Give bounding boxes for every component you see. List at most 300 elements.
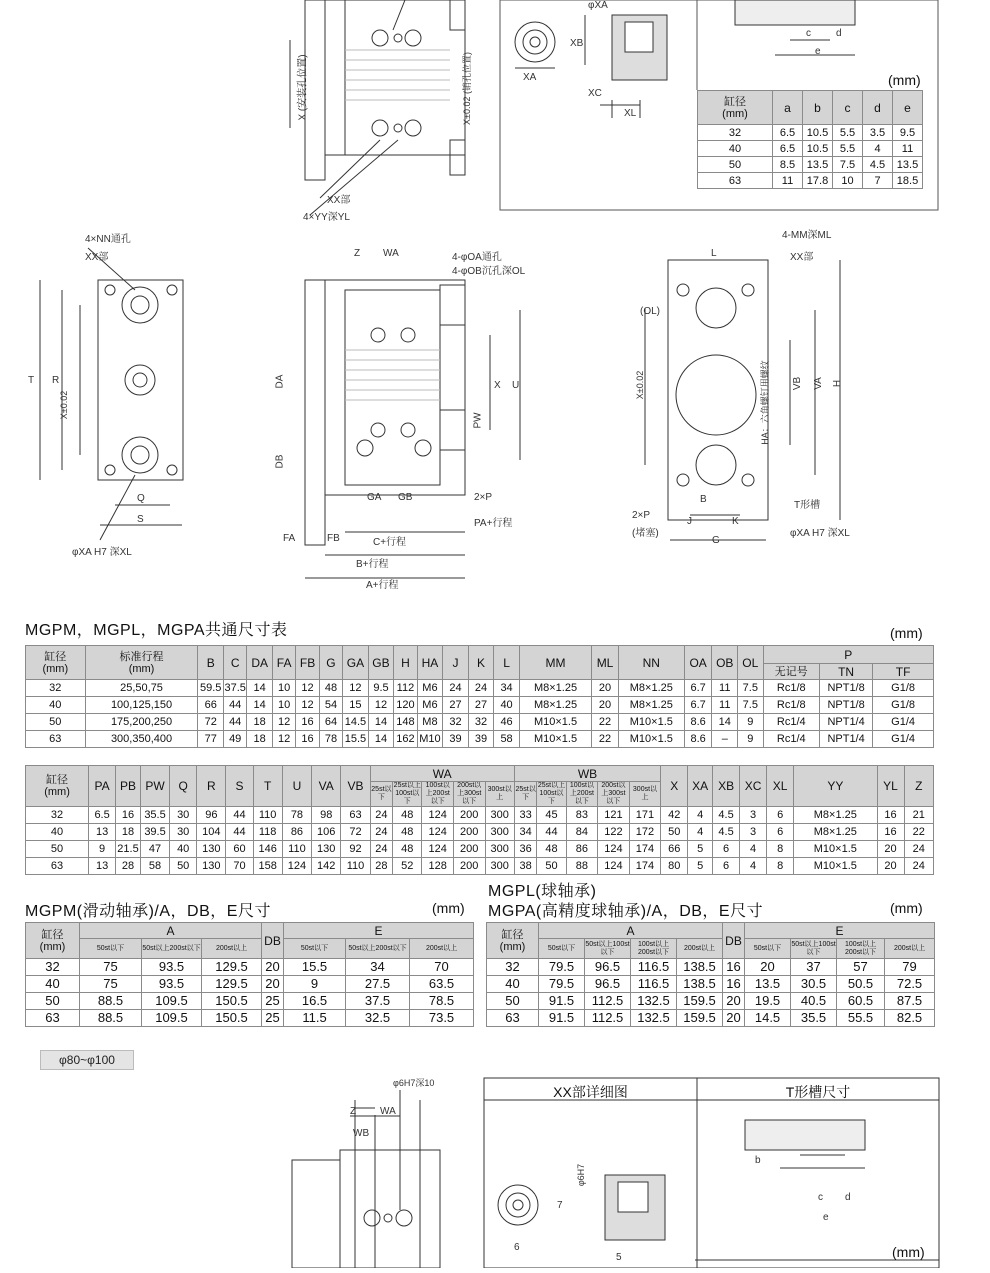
value-cell: 24 (370, 841, 393, 858)
value-cell: 88.5 (80, 993, 142, 1010)
c-dim-label: c (818, 1192, 823, 1203)
value-cell: 124 (598, 858, 630, 875)
ha-label: HA：六角螺钉用螺纹 (759, 360, 770, 445)
value-cell: 60 (226, 841, 253, 858)
table-row (487, 976, 935, 993)
value-cell: 59.5 (198, 680, 224, 697)
value-cell: G1/4 (873, 714, 934, 731)
value-cell: 124 (282, 858, 311, 875)
value-cell: 116.5 (631, 959, 677, 976)
abcde-table (697, 90, 923, 189)
value-cell: 52 (393, 858, 422, 875)
e-label: e (815, 46, 821, 57)
value-cell: 4 (740, 858, 767, 875)
value-cell: 13.5 (745, 976, 791, 993)
value-cell: 150.5 (202, 1010, 262, 1027)
value-cell: 44 (537, 824, 566, 841)
value-cell: M10×1.5 (519, 731, 591, 748)
value-cell: 66 (661, 841, 688, 858)
value-cell: 88.5 (80, 1010, 142, 1027)
value-cell: 72 (341, 824, 370, 841)
value-cell: 27.5 (346, 976, 410, 993)
common-table-unit: (mm) (890, 625, 923, 641)
value-cell: 46 (494, 714, 520, 731)
th-b: b (803, 91, 833, 125)
value-cell: 174 (629, 858, 661, 875)
value-cell: 14 (712, 714, 738, 731)
value-cell: 300 (485, 841, 514, 858)
q-label: Q (137, 493, 145, 504)
value-cell: 91.5 (539, 1010, 585, 1027)
value-cell: 22 (592, 731, 619, 748)
plug-label: (堵塞) (632, 528, 659, 539)
value-cell: NPT1/4 (819, 714, 872, 731)
value-cell: 6 (713, 858, 740, 875)
th-c: c (833, 91, 863, 125)
value-cell: 25 (262, 993, 284, 1010)
bore-cell: 50 (26, 841, 89, 858)
value-cell: Rc1/8 (763, 697, 819, 714)
xc-label: XC (588, 88, 602, 99)
value-cell: 171 (629, 807, 661, 824)
value-cell: 27 (468, 697, 494, 714)
common2-body (26, 807, 934, 875)
value-cell: 44 (226, 824, 253, 841)
fa-label: FA (283, 533, 296, 544)
value-cell: 66 (198, 697, 224, 714)
value-cell: 8 (767, 841, 794, 858)
value-cell: 32 (468, 714, 494, 731)
table-row: 32 6.5 10.5 5.5 3.5 9.5 (698, 125, 923, 141)
six-label: 6 (514, 1242, 520, 1253)
value-cell: 47 (140, 841, 169, 858)
b-label: B (700, 494, 707, 505)
value-cell: 32 (443, 714, 469, 731)
da-label: DA (274, 374, 286, 389)
value-cell: 6 (767, 807, 794, 824)
value-cell: 37 (791, 959, 837, 976)
value-cell: 24 (904, 858, 933, 875)
phi6-hole-label: φ6H7深10 (393, 1078, 435, 1088)
bottom-unit: (mm) (892, 1244, 925, 1260)
value-cell: 86 (282, 824, 311, 841)
value-cell: M8×1.25 (519, 697, 591, 714)
value-cell: 39 (443, 731, 469, 748)
value-cell: 79 (885, 959, 935, 976)
value-cell: 40 (170, 841, 197, 858)
value-cell: 175,200,250 (85, 714, 198, 731)
va-label: VA (812, 377, 824, 390)
value-cell: 16 (296, 714, 319, 731)
value-cell: 5 (688, 841, 713, 858)
table-row (26, 959, 474, 976)
c-stroke-label: C+行程 (373, 537, 407, 548)
value-cell: 159.5 (677, 993, 723, 1010)
value-cell: 148 (394, 714, 417, 731)
bore-cell: 50 (26, 714, 86, 731)
value-cell: 30.5 (791, 976, 837, 993)
value-cell: 6 (713, 841, 740, 858)
x002-label: X±0.02 (59, 390, 70, 420)
value-cell: 15.5 (284, 959, 346, 976)
value-cell: 172 (629, 824, 661, 841)
value-cell: 83 (566, 807, 598, 824)
value-cell: 6.5 (89, 807, 116, 824)
value-cell: 93.5 (142, 976, 202, 993)
th-a: a (773, 91, 803, 125)
common-table-1: 缸径 (mm) 标准行程 (mm) B C DA FA FB G GA GB H HA J K L MM ML NN OA OB OL P 无记号 TN TF 32 25,50,75 59.5 37.5 14 10 12 48 12 9.5 112 M6 24 24 34 M8×1.25 20 M8×1.25 6.7 11 7.5 Rc1/8 NPT1/8 G1/8 40 100,125,150 66 44 14 10 12 54 15 12 120 M6 27 27 40 M8×1.25 20 M8×1.25 6.7 11 7.5 Rc1/8 NPT1/8 G1/8 50 175,200,250 72 44 18 12 16 64 14.5 14 148 M8 32 32 46 M10×1.5 22 M10×1.5 8.6 14 9 Rc1/4 NPT1/4 G1/4 63 300,350,400 77 49 18 12 16 78 15.5 14 162 M10 39 39 58 M10×1.5 22 M10×1.5 8.6 – 9 Rc1/4 NPT1/4 G1/4 (25, 645, 934, 748)
value-cell: NPT1/4 (819, 731, 872, 748)
value-cell: 130 (197, 841, 226, 858)
value-cell: 9 (284, 976, 346, 993)
value-cell: 28 (370, 858, 393, 875)
value-cell: 130 (312, 841, 341, 858)
bore-cell: 32 (487, 959, 539, 976)
value-cell: M10×1.5 (618, 714, 684, 731)
value-cell: 300 (485, 858, 514, 875)
value-cell: 138.5 (677, 959, 723, 976)
value-cell: 88 (566, 858, 598, 875)
value-cell: 12 (296, 680, 319, 697)
value-cell: 150.5 (202, 993, 262, 1010)
value-cell: – (712, 731, 738, 748)
table-row (26, 841, 934, 858)
pa-label: PA+行程 (474, 518, 513, 529)
value-cell: 16 (296, 731, 319, 748)
value-cell: NPT1/8 (819, 697, 872, 714)
value-cell: M8×1.25 (794, 824, 877, 841)
th-bore: 缸径 (mm) (698, 91, 773, 125)
value-cell: M10×1.5 (794, 841, 877, 858)
value-cell: 8.6 (684, 731, 712, 748)
value-cell: 15 (343, 697, 369, 714)
value-cell: 22 (904, 824, 933, 841)
value-cell: 27 (443, 697, 469, 714)
mgpm-table: 缸径 (mm) A DB E 50st以下 50st以上200st以下 200st以上 50st以下 50st以上200st以下 200st以上 32 75 93.5 129.5 20 15.5 34 70 40 75 93.5 129.5 20 9 27.5 63.5 50 88.5 109.5 150.5 25 16.5 37.5 78.5 63 88.5 109.5 150.5 25 11.5 32.5 73.5 (25, 922, 474, 1027)
table-row (26, 1010, 474, 1027)
value-cell: 6 (767, 824, 794, 841)
value-cell: 45 (537, 807, 566, 824)
value-cell: 104 (197, 824, 226, 841)
value-cell: 4 (688, 824, 713, 841)
value-cell: M8×1.25 (519, 680, 591, 697)
z-label: Z (354, 248, 361, 259)
value-cell: 13 (89, 858, 116, 875)
value-cell: 162 (394, 731, 417, 748)
table-row (487, 959, 935, 976)
mgpl-body (487, 959, 935, 1027)
value-cell: 58 (140, 858, 169, 875)
mgpm-body (26, 959, 474, 1027)
value-cell: 82.5 (885, 1010, 935, 1027)
a-stroke-label: A+行程 (366, 580, 399, 591)
value-cell: 124 (422, 824, 454, 841)
value-cell: 159.5 (677, 1010, 723, 1027)
bore-cell: 40 (26, 697, 86, 714)
value-cell: 91.5 (539, 993, 585, 1010)
value-cell: 112 (394, 680, 417, 697)
bore-cell: 40 (26, 824, 89, 841)
value-cell: 124 (422, 807, 454, 824)
value-cell: 200 (453, 807, 485, 824)
value-cell: 50.5 (837, 976, 885, 993)
table-row (487, 1010, 935, 1027)
mgpm-title: MGPM(滑动轴承)/A，DB，E尺寸 (25, 903, 271, 920)
value-cell: 40 (494, 697, 520, 714)
value-cell: 12 (368, 697, 394, 714)
value-cell: 24 (443, 680, 469, 697)
pw-label: PW (472, 412, 484, 429)
value-cell: 16 (877, 807, 904, 824)
mid-drawing-area (0, 220, 990, 600)
value-cell: M8×1.25 (618, 697, 684, 714)
value-cell: 92 (341, 841, 370, 858)
value-cell: 129.5 (202, 976, 262, 993)
value-cell: 96.5 (585, 959, 631, 976)
value-cell: 28 (116, 858, 141, 875)
value-cell: 112.5 (585, 1010, 631, 1027)
value-cell: 50 (661, 824, 688, 841)
value-cell: 50 (170, 858, 197, 875)
value-cell: 60.5 (837, 993, 885, 1010)
mgpl-table: 缸径 (mm) A DB E 50st以下 50st以上100st以下 100st以上200st以下 200st以上 50st以下 50st以上100st以下 100st以上200st以下 200st以上 32 79.5 96.5 116.5 138.5 16 20 37 57 79 40 79.5 96.5 116.5 138.5 16 13.5 30.5 50.5 72.5 50 91.5 112.5 132.5 159.5 20 19.5 40.5 60.5 87.5 63 91.5 112.5 132.5 159.5 20 14.5 35.5 55.5 82.5 (486, 922, 935, 1027)
value-cell: 42 (661, 807, 688, 824)
xx-part-label: XX部 (327, 195, 351, 206)
yy-depth-label: 4×YY深YL (303, 212, 350, 223)
value-cell: 72 (198, 714, 224, 731)
table-row (26, 824, 934, 841)
bore-cell: 63 (487, 1010, 539, 1027)
value-cell: 22 (592, 714, 619, 731)
mm-label: 4-MM深ML (782, 230, 832, 241)
value-cell: 13 (89, 824, 116, 841)
bottom-wb-label: WB (353, 1128, 370, 1139)
u-label: U (512, 380, 520, 391)
value-cell: 38 (514, 858, 537, 875)
value-cell: 20 (592, 697, 619, 714)
xa2-label: φXA H7 深XL (790, 528, 850, 539)
value-cell: 112.5 (585, 993, 631, 1010)
value-cell: 14.5 (343, 714, 369, 731)
bottom-z-label: Z (350, 1106, 357, 1117)
table-row (26, 697, 934, 714)
k-label: K (732, 516, 739, 527)
th-bore: 缸径 (mm) (26, 923, 80, 959)
value-cell: 110 (253, 807, 282, 824)
value-cell: 138.5 (677, 976, 723, 993)
value-cell: 106 (312, 824, 341, 841)
bore-cell: 63 (26, 1010, 80, 1027)
value-cell: 24 (468, 680, 494, 697)
value-cell: 58 (494, 731, 520, 748)
value-cell: 72.5 (885, 976, 935, 993)
value-cell: 132.5 (631, 1010, 677, 1027)
value-cell: 120 (394, 697, 417, 714)
value-cell: 21.5 (116, 841, 141, 858)
table-row (26, 714, 934, 731)
value-cell: Rc1/8 (763, 680, 819, 697)
value-cell: 6.7 (684, 697, 712, 714)
th-bore: 缸径 (mm) (26, 766, 89, 807)
tslot-label: T形槽 (794, 500, 821, 511)
value-cell: 100,125,150 (85, 697, 198, 714)
s-label: S (137, 514, 144, 525)
xx-label: XX部 (85, 252, 109, 263)
common-table-title: MGPM，MGPL，MGPA共通尺寸表 (25, 622, 288, 639)
value-cell: 30 (170, 824, 197, 841)
value-cell: 70 (410, 959, 474, 976)
bore-cell: 50 (26, 993, 80, 1010)
value-cell: 70 (226, 858, 253, 875)
x-hole-pos-label: X (安装孔位置) (297, 54, 309, 121)
value-cell: M8 (417, 714, 443, 731)
value-cell: 110 (282, 841, 311, 858)
x-label: X (494, 380, 501, 391)
value-cell: 20 (745, 959, 791, 976)
value-cell: 34 (346, 959, 410, 976)
value-cell: 48 (393, 824, 422, 841)
value-cell: 14 (247, 697, 273, 714)
value-cell: NPT1/8 (819, 680, 872, 697)
e-dim-label: e (823, 1212, 829, 1223)
value-cell: 63 (341, 807, 370, 824)
value-cell: 24 (370, 807, 393, 824)
phi6-label: φ6H7 (576, 1163, 587, 1187)
value-cell: M10×1.5 (794, 858, 877, 875)
th-e: e (893, 91, 923, 125)
value-cell: 158 (253, 858, 282, 875)
table-row (487, 993, 935, 1010)
value-cell: 3 (740, 807, 767, 824)
th-wb: WB (514, 766, 660, 782)
value-cell: 75 (80, 959, 142, 976)
value-cell: 48 (393, 807, 422, 824)
value-cell: 98 (312, 807, 341, 824)
value-cell: 30 (170, 807, 197, 824)
p2b-label: 2×P (632, 510, 651, 521)
value-cell: 39 (468, 731, 494, 748)
value-cell: M6 (417, 697, 443, 714)
value-cell: 124 (598, 841, 630, 858)
value-cell: 48 (319, 680, 342, 697)
bore-cell: 40 (26, 976, 80, 993)
th-wa: WA (370, 766, 514, 782)
value-cell: 80 (661, 858, 688, 875)
mgpl-title-2: MGPA(高精度球轴承)/A，DB，E尺寸 (488, 903, 764, 920)
value-cell: 14 (368, 731, 394, 748)
bottom-drawing-area (0, 1070, 990, 1268)
xa-label: XA (523, 72, 537, 83)
value-cell: 200 (453, 858, 485, 875)
value-cell: 14 (368, 714, 394, 731)
value-cell: 20 (877, 858, 904, 875)
small-table-unit: (mm) (888, 72, 921, 88)
common1-body (26, 680, 934, 748)
value-cell: M6 (417, 680, 443, 697)
common-table-2: 缸径 (mm) PA PB PW Q R S T U VA VB WA WB X XA XB XC XL YY YL Z 25st以下 25st以上100st以下 100st以上200st以下 200st以上300st以下 300st以上 25st以下 25st以上100st以下 100st以上200st以下 200st以上300st以下 300st以上 32 6.5 16 35.5 30 96 44 110 78 98 63 24 48 124 200 300 33 45 83 121 171 42 4 4.5 3 6 M8×1.25 16 21 40 13 18 39.5 30 104 44 118 86 106 72 24 48 124 200 300 34 44 84 122 172 50 4 4.5 3 6 M8×1.25 16 22 50 9 21.5 47 40 130 60 146 110 130 92 24 48 124 200 300 36 48 86 124 174 66 5 6 4 8 M10×1.5 20 24 63 13 28 58 50 130 70 158 124 142 110 28 52 128 200 300 38 50 88 124 174 80 5 6 4 8 M10×1.5 20 24 (25, 765, 934, 875)
value-cell: 124 (422, 841, 454, 858)
mgpl-title-1: MGPL(球轴承) (488, 883, 597, 900)
b-stroke-label: B+行程 (356, 559, 389, 570)
value-cell: M10×1.5 (519, 714, 591, 731)
value-cell: 79.5 (539, 976, 585, 993)
xx-detail-title: XX部详细图 (553, 1084, 628, 1100)
value-cell: Rc1/4 (763, 714, 819, 731)
value-cell: G1/8 (873, 697, 934, 714)
db-label: DB (274, 454, 286, 469)
value-cell: 37.5 (223, 680, 246, 697)
x-pin-pos-label: X±0.02 (销孔位置) (461, 52, 472, 125)
vb-label: VB (792, 376, 804, 391)
value-cell: 118 (253, 824, 282, 841)
value-cell: 33 (514, 807, 537, 824)
xa-depth-label: φXA H7 深XL (72, 547, 132, 558)
bore-cell: 32 (26, 807, 89, 824)
t-label: T (28, 375, 35, 386)
x002b-label: X±0.02 (635, 370, 646, 400)
value-cell: 48 (537, 841, 566, 858)
table-row (26, 993, 474, 1010)
value-cell: 18 (116, 824, 141, 841)
mgpm-unit: (mm) (432, 900, 465, 916)
value-cell: 36 (514, 841, 537, 858)
value-cell: 300,350,400 (85, 731, 198, 748)
value-cell: 11 (712, 680, 738, 697)
value-cell: 8.6 (684, 714, 712, 731)
value-cell: 15.5 (343, 731, 369, 748)
value-cell: 14.5 (745, 1010, 791, 1027)
bore-cell: 32 (26, 680, 86, 697)
value-cell: M8×1.25 (618, 680, 684, 697)
value-cell: 5 (688, 858, 713, 875)
value-cell: 129.5 (202, 959, 262, 976)
value-cell: 35.5 (791, 1010, 837, 1027)
nn-label: 4×NN通孔 (85, 234, 131, 245)
value-cell: 3 (740, 824, 767, 841)
value-cell: 20 (592, 680, 619, 697)
value-cell: 96 (197, 807, 226, 824)
value-cell: 20 (877, 841, 904, 858)
bore-cell: 32 (26, 959, 80, 976)
bore-cell: 63 (26, 731, 86, 748)
value-cell: 110 (341, 858, 370, 875)
value-cell: 10 (272, 697, 295, 714)
value-cell: 4.5 (713, 824, 740, 841)
bottom-wa-label: WA (380, 1106, 396, 1117)
value-cell: 48 (393, 841, 422, 858)
table-row (26, 680, 934, 697)
value-cell: M8×1.25 (794, 807, 877, 824)
value-cell: G1/8 (873, 680, 934, 697)
value-cell: 49 (223, 731, 246, 748)
c-label: c (806, 28, 811, 39)
value-cell: 63.5 (410, 976, 474, 993)
value-cell: 57 (837, 959, 885, 976)
table-row (26, 807, 934, 824)
value-cell: 12 (343, 680, 369, 697)
value-cell: 40.5 (791, 993, 837, 1010)
value-cell: 64 (319, 714, 342, 731)
b-dim-label: b (755, 1155, 761, 1166)
ob-label: 4-φOB沉孔深OL (452, 266, 526, 277)
value-cell: 20 (723, 993, 745, 1010)
oa-label: 4-φOA通孔 (452, 252, 502, 263)
value-cell: 11 (712, 697, 738, 714)
value-cell: 130 (197, 858, 226, 875)
value-cell: 44 (223, 697, 246, 714)
value-cell: 87.5 (885, 993, 935, 1010)
value-cell: 12 (296, 697, 319, 714)
